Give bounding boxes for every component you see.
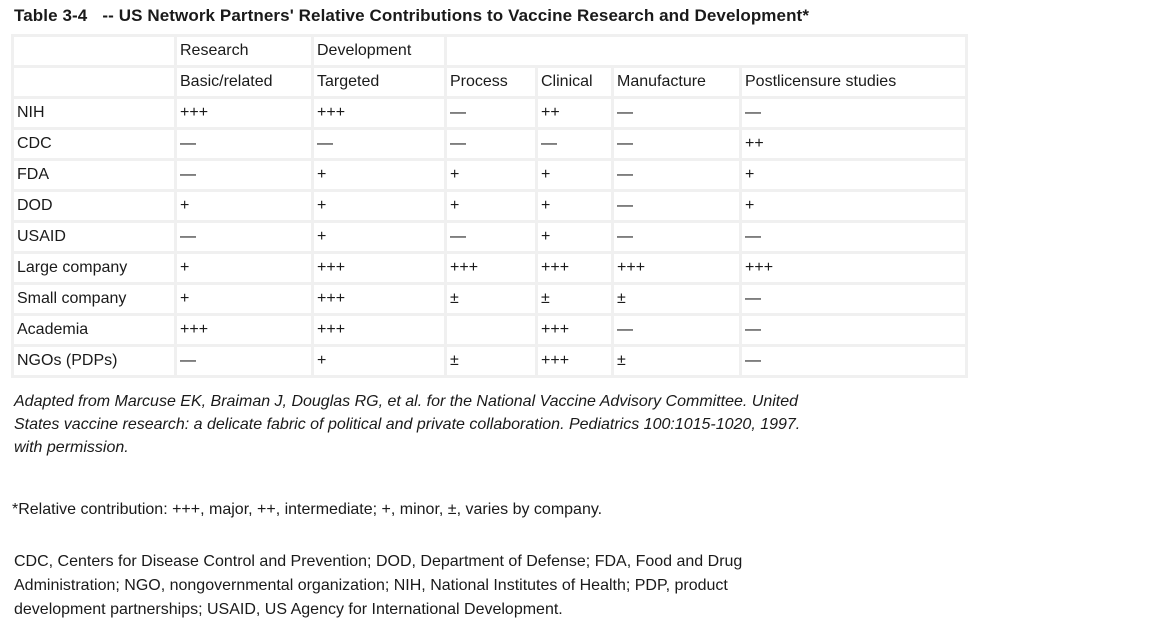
table-row	[14, 254, 965, 282]
table-cell: +	[314, 161, 444, 189]
table-cell: +	[538, 192, 611, 220]
table-cell: ++	[742, 130, 965, 158]
table-cell: +++	[614, 254, 739, 282]
abbreviations-line: development partnerships; USAID, US Agency for International Development.	[14, 601, 563, 618]
column-header: Targeted	[314, 68, 444, 96]
group-header-row	[14, 37, 965, 65]
source-attribution	[14, 390, 1158, 459]
table-cell: —	[742, 347, 965, 375]
contributions-table	[11, 34, 968, 378]
table-row	[14, 99, 965, 127]
table-cell: ±	[614, 285, 739, 313]
table-cell: +++	[742, 254, 965, 282]
table-cell: ++	[538, 99, 611, 127]
row-label: CDC	[14, 130, 174, 158]
abbreviations-line: CDC, Centers for Disease Control and Prevention; DOD, Department of Defense; FDA, Food and Drug	[14, 553, 743, 570]
table-row	[14, 347, 965, 375]
table-cell: ±	[538, 285, 611, 313]
table-caption: -- US Network Partners' Relative Contributions to Vaccine Research and Development*	[102, 6, 810, 25]
table-cell: —	[314, 130, 444, 158]
table-row	[14, 285, 965, 313]
column-header: Basic/related	[177, 68, 311, 96]
attribution-line: Adapted from Marcuse EK, Braiman J, Douglas RG, et al. for the National Vaccine Advisory Committee. United	[14, 393, 799, 410]
table-cell: +++	[177, 316, 311, 344]
column-header-row	[14, 68, 965, 96]
row-label: USAID	[14, 223, 174, 251]
table-cell: —	[177, 161, 311, 189]
table-row	[14, 316, 965, 344]
table-cell: —	[177, 223, 311, 251]
table-cell: —	[447, 130, 535, 158]
table-heading	[14, 6, 1158, 26]
table-cell: +	[538, 223, 611, 251]
table-cell: —	[742, 316, 965, 344]
table-cell: ±	[447, 347, 535, 375]
table-row	[14, 192, 965, 220]
table-cell: —	[614, 223, 739, 251]
table-cell: —	[614, 99, 739, 127]
table-cell: —	[614, 316, 739, 344]
table-cell: +	[538, 161, 611, 189]
corner-cell	[14, 68, 174, 96]
table-cell: +	[742, 161, 965, 189]
table-row	[14, 161, 965, 189]
table-cell: —	[447, 99, 535, 127]
abbreviations-line: Administration; NGO, nongovernmental organization; NIH, National Institutes of Health; PDP, product	[14, 577, 728, 594]
table-cell: ±	[614, 347, 739, 375]
table-cell: +++	[538, 347, 611, 375]
table-cell: +	[314, 223, 444, 251]
attribution-line: with permission.	[14, 439, 129, 456]
row-label: Academia	[14, 316, 174, 344]
table-cell: —	[538, 130, 611, 158]
table-cell: +	[447, 192, 535, 220]
group-header-blank	[447, 37, 965, 65]
table-cell: +++	[447, 254, 535, 282]
table-cell: —	[742, 99, 965, 127]
table-cell: +++	[177, 99, 311, 127]
table-cell: +++	[538, 316, 611, 344]
table-cell: —	[742, 285, 965, 313]
table-cell: +	[177, 192, 311, 220]
table-cell: —	[614, 192, 739, 220]
column-header: Manufacture	[614, 68, 739, 96]
group-header-research: Research	[177, 37, 311, 65]
table-cell: +++	[314, 285, 444, 313]
column-header: Process	[447, 68, 535, 96]
row-label: NIH	[14, 99, 174, 127]
table-cell: +	[177, 254, 311, 282]
table-row	[14, 223, 965, 251]
table-cell: +++	[314, 254, 444, 282]
table-cell: ±	[447, 285, 535, 313]
abbreviations-note	[14, 550, 1158, 622]
table-cell	[447, 316, 535, 344]
row-label: NGOs (PDPs)	[14, 347, 174, 375]
row-label: Small company	[14, 285, 174, 313]
table-cell: +++	[538, 254, 611, 282]
attribution-line: States vaccine research: a delicate fabric of political and private collaboration. Pediatrics 100:1015-1020, 1997.	[14, 416, 801, 433]
table-cell: +	[177, 285, 311, 313]
group-header-development: Development	[314, 37, 444, 65]
table-row	[14, 130, 965, 158]
table-cell: —	[614, 161, 739, 189]
table-cell: +++	[314, 99, 444, 127]
row-label: Large company	[14, 254, 174, 282]
column-header: Postlicensure studies	[742, 68, 965, 96]
table-number: Table 3-4	[14, 6, 88, 25]
table-cell: —	[742, 223, 965, 251]
table-cell: +	[742, 192, 965, 220]
table-cell: —	[447, 223, 535, 251]
row-label: FDA	[14, 161, 174, 189]
table-cell: —	[177, 347, 311, 375]
table-cell: +++	[314, 316, 444, 344]
relative-contribution-footnote: *Relative contribution: +++, major, ++, intermediate; +, minor, ±, varies by company.	[12, 501, 603, 518]
column-header: Clinical	[538, 68, 611, 96]
table-cell: —	[614, 130, 739, 158]
table-cell: +	[447, 161, 535, 189]
table-cell: +	[314, 347, 444, 375]
table-cell: +	[314, 192, 444, 220]
table-cell: —	[177, 130, 311, 158]
row-label: DOD	[14, 192, 174, 220]
corner-cell	[14, 37, 174, 65]
